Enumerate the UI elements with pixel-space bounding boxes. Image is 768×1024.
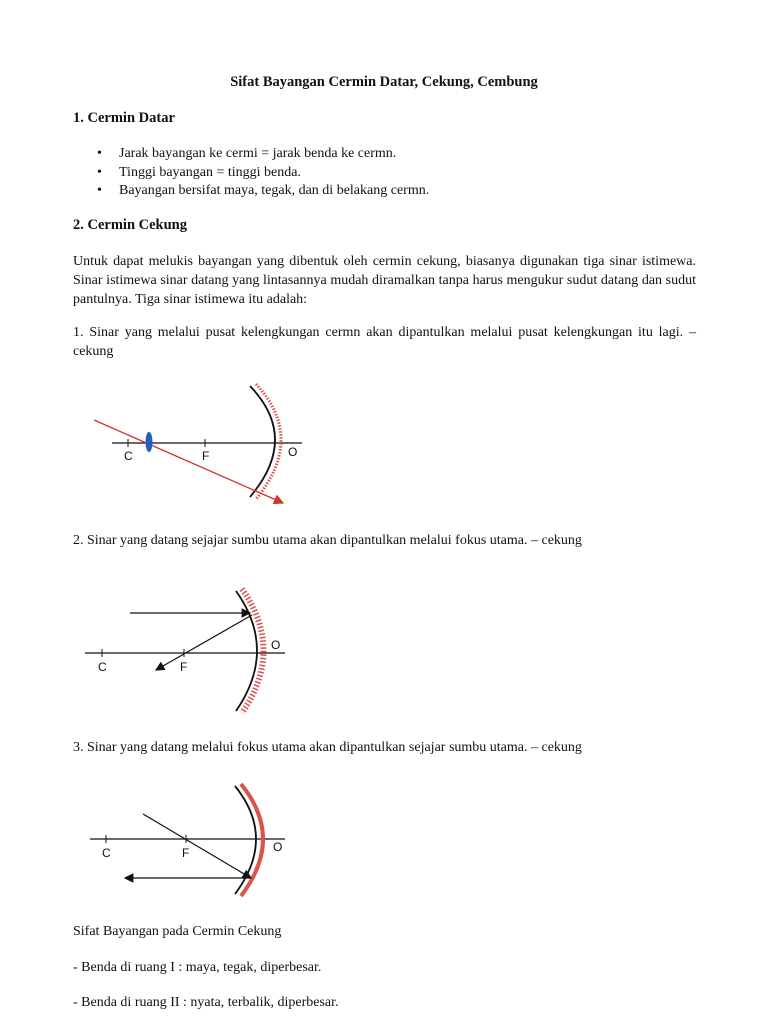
label-f: F [180,660,188,674]
section-heading-cermin-cekung: 2. Cermin Cekung [73,217,187,233]
bullet-item: • Tinggi bayangan = tinggi benda. [73,164,429,183]
incident-ray [94,420,283,503]
bullet-item: • Jarak bayangan ke cermi = jarak benda ke cermn. [73,145,429,164]
diagram-ray-through-focus [85,782,305,902]
object-marker [146,432,153,452]
mirror-back [256,384,281,499]
concave-mirror [250,386,275,497]
label-f: F [202,449,210,463]
page-title: Sifat Bayangan Cermin Datar, Cekung, Cembung [230,74,538,90]
intro-paragraph: Untuk dapat melukis bayangan yang dibentuk oleh cermin cekung, biasanya digunakan tiga sinar istimewa. Sinar istimewa sinar datang yang lintasannya mudah diramalkan tanpa harus mengukur sudut datang dan sudut pantulnya. Tiga sinar istimewa itu adalah: [73,254,696,307]
incident-ray [143,814,251,878]
section-heading-cermin-datar: 1. Cermin Datar [73,110,175,126]
ray1-description: 1. Sinar yang melalui pusat kelengkungan cermn akan dipantulkan melalui pusat kelengkungan itu lagi. – cekung [73,325,696,359]
label-o: O [273,840,283,854]
reflected-ray [156,615,252,670]
property-item: - Benda di ruang I : maya, tegak, diperbesar. [73,960,322,975]
concave-mirror [236,591,257,711]
label-c: C [98,660,107,674]
ray3-description: 3. Sinar yang datang melalui fokus utama akan dipantulkan sejajar sumbu utama. – cekung [73,740,582,755]
bullet-item: • Bayangan bersifat maya, tegak, dan di belakang cermn. [73,182,429,201]
label-c: C [102,846,111,860]
label-f: F [182,846,190,860]
property-item: - Benda di ruang II : nyata, terbalik, diperbesar. [73,995,339,1010]
properties-heading: Sifat Bayangan pada Cermin Cekung [73,924,282,939]
diagram-ray-through-center [80,378,320,513]
ray2-description: 2. Sinar yang datang sejajar sumbu utama akan dipantulkan melalui fokus utama. – cekung [73,533,582,548]
diagram-ray-parallel [80,585,300,720]
label-o: O [271,638,281,652]
bullet-list-cermin-datar [73,145,429,201]
label-o: O [288,445,298,459]
label-c: C [124,449,133,463]
